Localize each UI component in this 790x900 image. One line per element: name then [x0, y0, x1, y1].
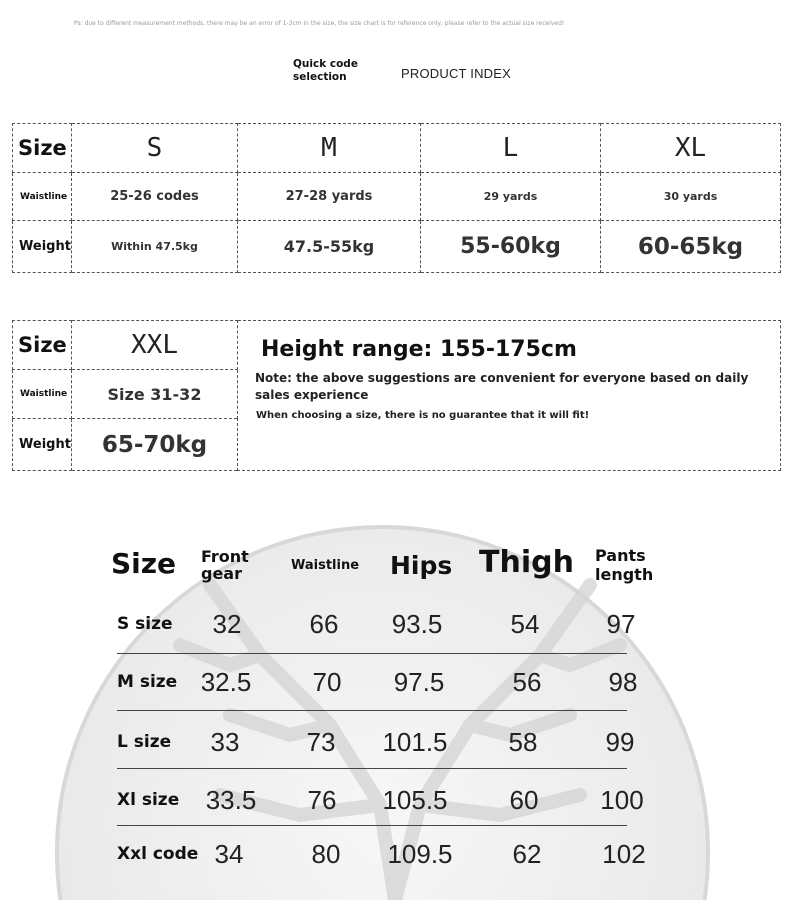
row-label-size: Size: [13, 124, 72, 173]
size-m: M: [238, 124, 421, 173]
header-thigh: Thigh: [479, 545, 574, 580]
xl-hips: 105.5: [382, 785, 448, 815]
sales-note: Note: the above suggestions are convenient for everyone based on daily sales experience: [255, 371, 749, 402]
xl-pants-length: 100: [600, 785, 644, 815]
row-label-xxl: Xxl code: [117, 844, 199, 864]
table-row: [13, 221, 781, 273]
row-label-l: L size: [117, 732, 172, 752]
measurement-chart: [0, 505, 790, 900]
l-hips: 101.5: [382, 727, 448, 757]
table-row: [13, 321, 781, 370]
size-advice: [238, 321, 781, 471]
waistline-xxl: Size 31-32: [72, 370, 238, 419]
row-divider: [117, 710, 627, 711]
xxl-thigh: 62: [512, 839, 542, 869]
weight-xxl: 65-70kg: [72, 419, 238, 471]
row-label-size: Size: [13, 321, 72, 370]
table-row: [13, 173, 781, 221]
header-size: Size: [111, 547, 177, 580]
size-table-xxl: [12, 320, 781, 471]
l-waistline: 73: [306, 727, 336, 757]
xl-waistline: 76: [307, 785, 337, 815]
table-row: [13, 124, 781, 173]
row-label-weight: Weight: [13, 221, 72, 273]
size-l: L: [421, 124, 601, 173]
s-thigh: 54: [510, 609, 540, 639]
row-divider: [117, 653, 627, 654]
xxl-hips: 109.5: [387, 839, 453, 869]
row-label-waistline: Waistline: [13, 370, 72, 419]
row-label-s: S size: [117, 614, 173, 634]
xl-front-gear: 33.5: [205, 785, 257, 815]
xxl-front-gear: 34: [214, 839, 244, 869]
weight-m: 47.5-55kg: [238, 221, 421, 273]
xxl-pants-length: 102: [602, 839, 646, 869]
m-front-gear: 32.5: [200, 667, 252, 697]
size-disclaimer: Ps: due to different measurement methods, there may be an error of 1-3cm in the size, the size chart is for reference only, please refer to the actual size received!: [74, 20, 565, 27]
l-front-gear: 33: [210, 727, 240, 757]
xl-thigh: 60: [509, 785, 539, 815]
product-index-title: PRODUCT INDEX: [401, 66, 511, 81]
weight-l: 55-60kg: [421, 221, 601, 273]
header-waistline: Waistline: [291, 558, 360, 573]
m-waistline: 70: [312, 667, 342, 697]
header-hips: Hips: [390, 551, 453, 580]
waistline-l: 29 yards: [421, 173, 601, 221]
height-range: Height range: 155-175cm: [261, 337, 577, 362]
l-thigh: 58: [508, 727, 538, 757]
fit-warning: When choosing a size, there is no guarantee that it will fit!: [256, 410, 590, 421]
size-table-main: [12, 123, 781, 273]
s-waistline: 66: [309, 609, 339, 639]
size-xl: XL: [601, 124, 781, 173]
s-front-gear: 32: [212, 609, 242, 639]
row-label-xl: Xl size: [117, 790, 180, 810]
weight-s: Within 47.5kg: [72, 221, 238, 273]
s-hips: 93.5: [391, 609, 443, 639]
row-divider: [117, 825, 627, 826]
waistline-s: 25-26 codes: [72, 173, 238, 221]
xxl-waistline: 80: [311, 839, 341, 869]
m-hips: 97.5: [393, 667, 445, 697]
quick-code-label: Quick code selection: [293, 58, 358, 83]
row-label-waistline: Waistline: [13, 173, 72, 221]
m-thigh: 56: [512, 667, 542, 697]
header-pants-length: Pants length: [595, 546, 654, 584]
s-pants-length: 97: [606, 609, 636, 639]
row-label-weight: Weight: [13, 419, 72, 471]
weight-xl: 60-65kg: [601, 221, 781, 273]
row-label-m: M size: [117, 672, 178, 692]
size-s: S: [72, 124, 238, 173]
header-front-gear: Front gear: [201, 547, 249, 583]
size-xxl: XXL: [72, 321, 238, 370]
row-divider: [117, 768, 627, 769]
waistline-xl: 30 yards: [601, 173, 781, 221]
waistline-m: 27-28 yards: [238, 173, 421, 221]
l-pants-length: 99: [605, 727, 635, 757]
m-pants-length: 98: [608, 667, 638, 697]
